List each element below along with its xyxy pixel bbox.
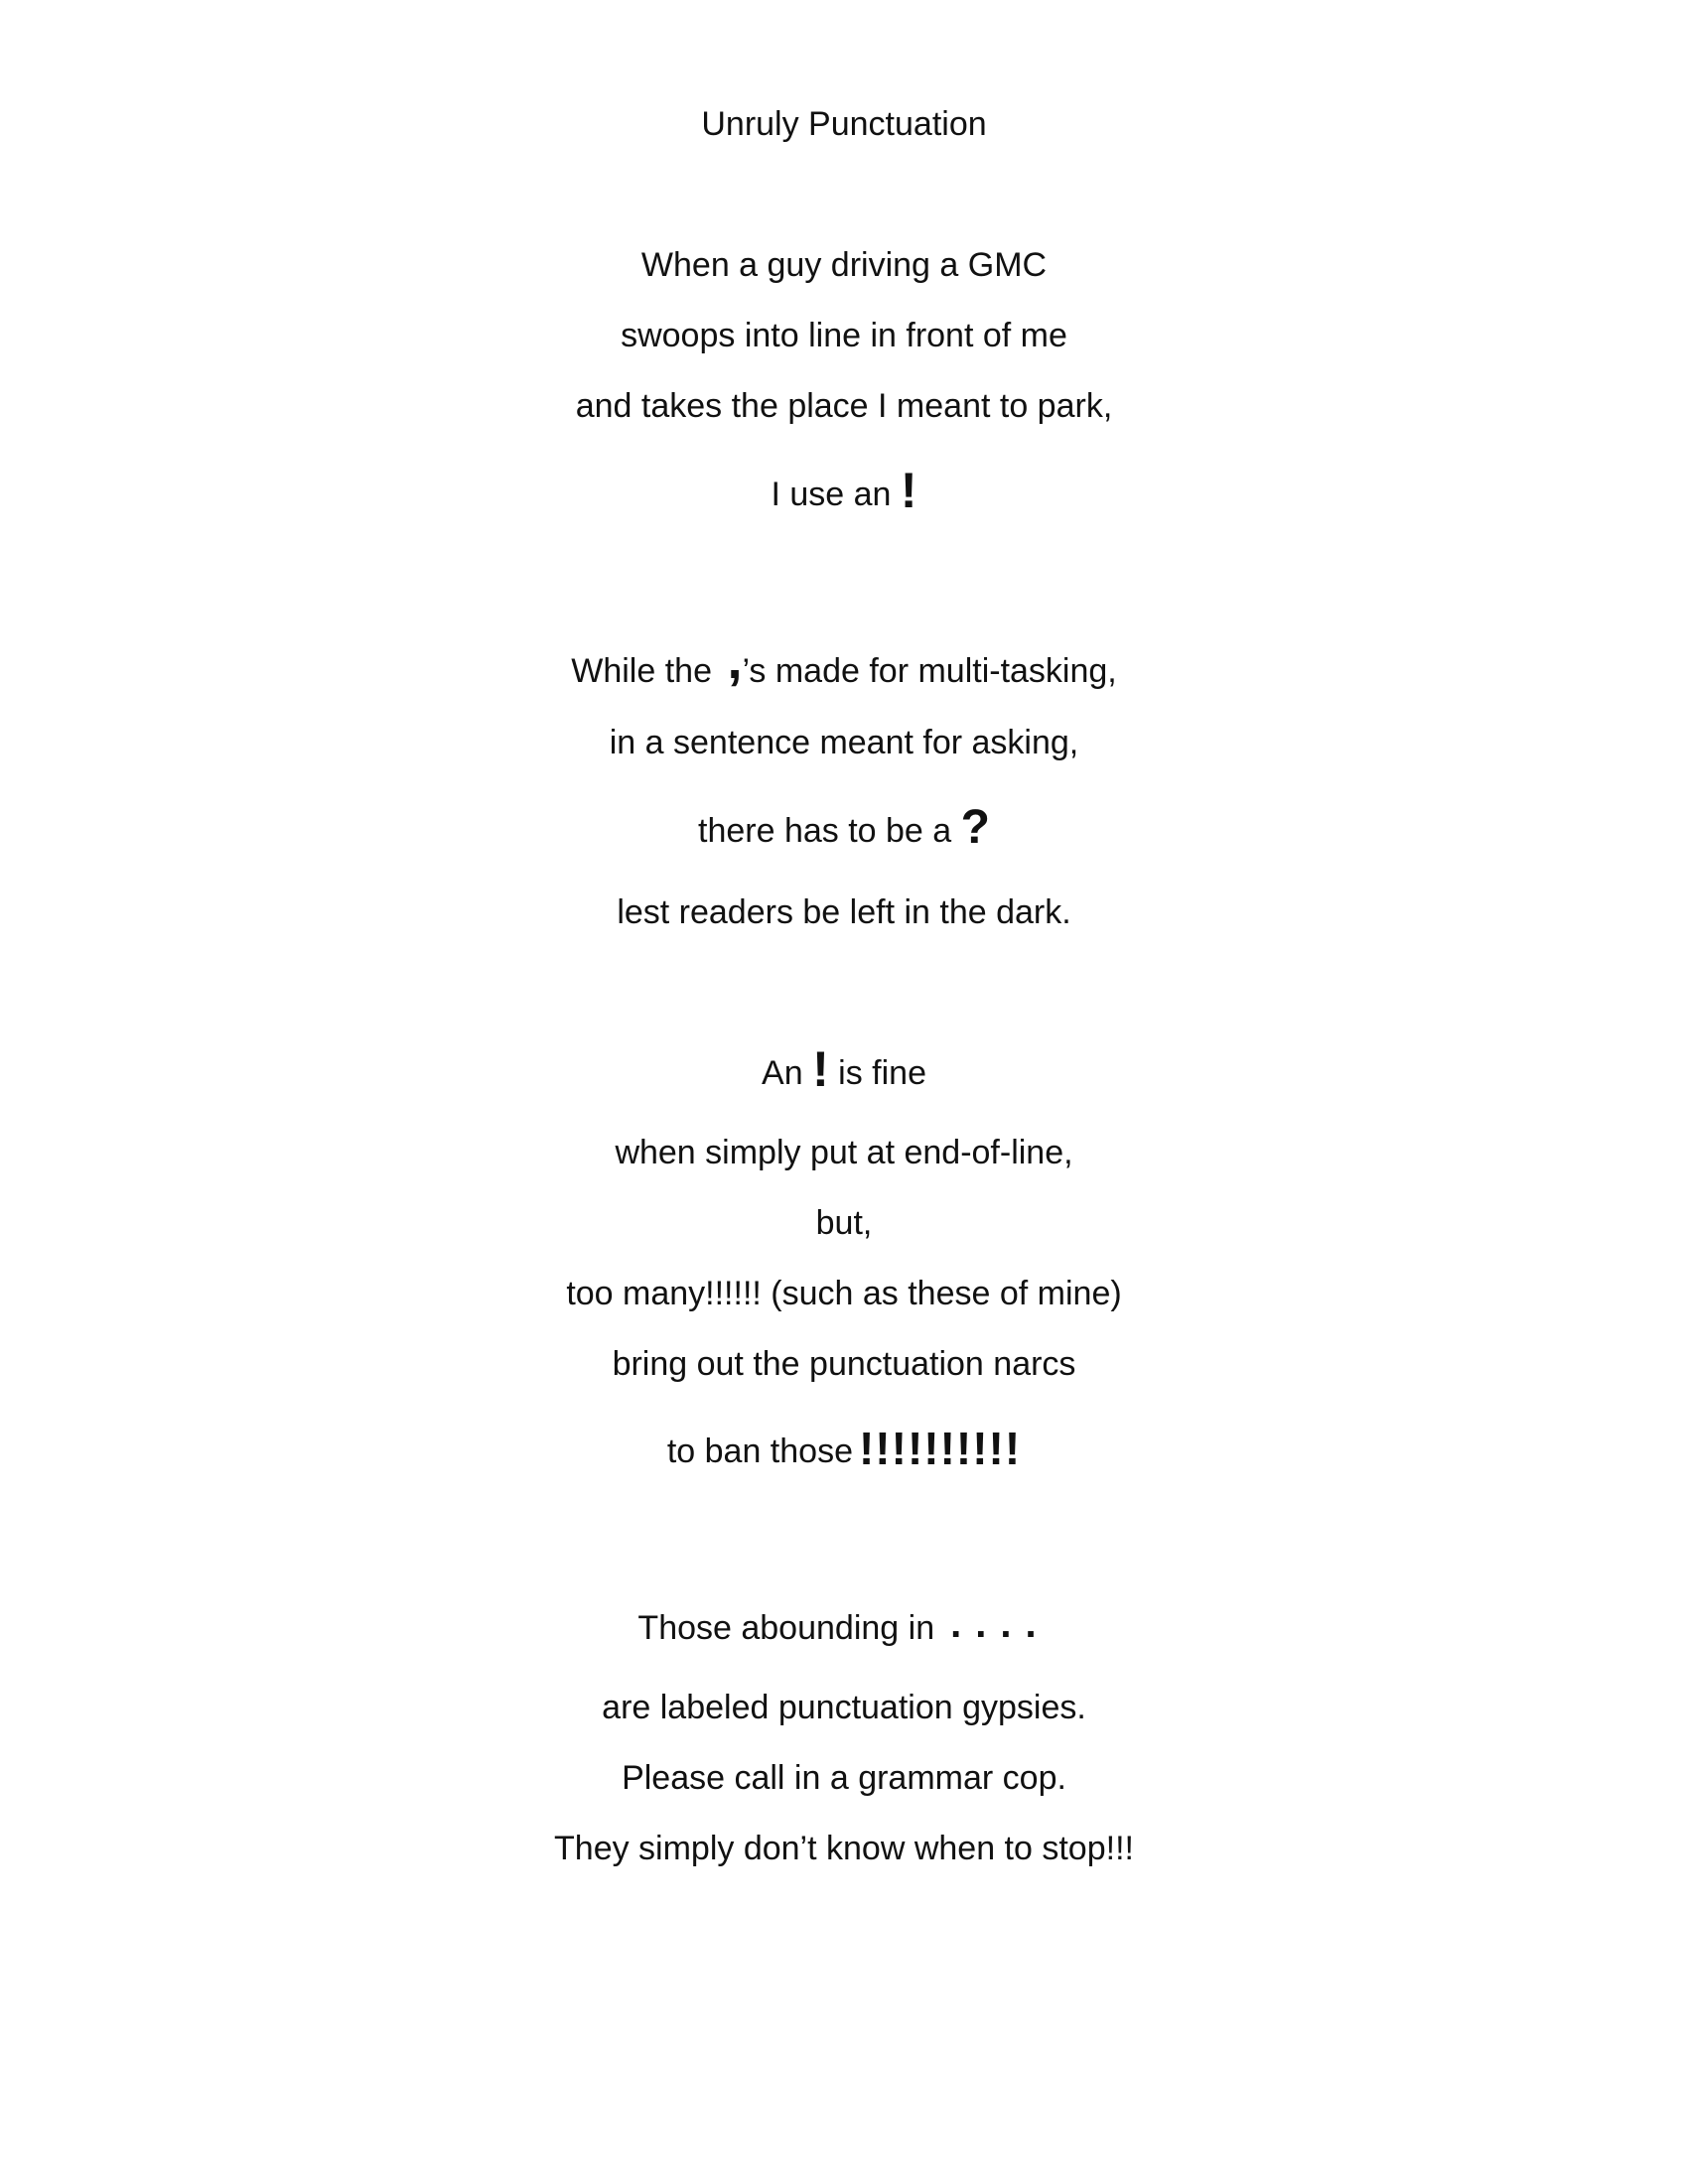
stanza3-line4: too many!!!!!! (such as these of mine) [566,1275,1122,1312]
stanza3-line6 [0,1423,1688,1474]
stanza4-line2: are labeled punctuation gypsies. [602,1689,1086,1726]
stanza2-line3 [0,801,1688,854]
stanza3-line6-text: to ban those [666,1433,853,1470]
stanza3-line3: but, [815,1204,873,1242]
poem-title: Unruly Punctuation [701,105,987,143]
stanza1-line3: and takes the place I meant to park, [575,387,1113,425]
stanza2-line1-pre: While the [571,652,722,690]
stanza3-line1-pre: An [762,1054,813,1092]
stanza4-line3: Please call in a grammar cop. [622,1759,1066,1797]
comma-mark: , [727,630,743,690]
stanza3-line5: bring out the punctuation narcs [612,1345,1076,1383]
ellipsis-dots: .... [950,1602,1051,1646]
many-exclamation-marks: !!!!!!!!!! [858,1423,1022,1474]
stanza4-line1-text: Those abounding in [637,1609,935,1647]
stanza3-line1-post: is fine [828,1054,926,1092]
stanza3-line2: when simply put at end-of-line, [615,1134,1073,1171]
stanza2-line2: in a sentence meant for asking, [609,724,1079,761]
stanza3-line1 [0,1041,1688,1097]
stanza4-line1 [0,1602,1688,1650]
stanza1-line2: swoops into line in front of me [621,317,1067,354]
stanza2-line1 [0,630,1688,693]
stanza2-line1-post: ’s made for multi-tasking, [742,652,1117,690]
stanza2-line3-text: there has to be a [698,812,961,850]
stanza4-line4: They simply don’t know when to stop!!! [554,1830,1134,1867]
question-mark: ? [960,801,990,854]
stanza2-line4: lest readers be left in the dark. [617,893,1071,931]
stanza1-line4-text: I use an [771,476,901,513]
stanza1-line4 [0,463,1688,518]
exclamation-mark: ! [812,1041,829,1097]
stanza1-line1: When a guy driving a GMC [640,246,1048,284]
exclamation-mark: ! [900,463,917,518]
